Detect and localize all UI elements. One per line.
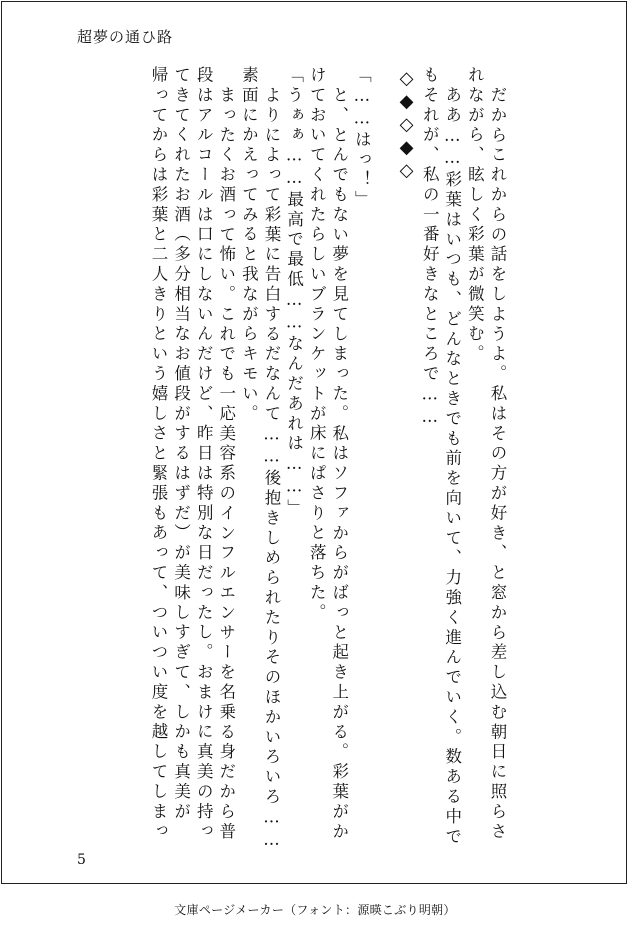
text-column: ああ……彩葉はいつも、どんなときでも前を向いて、力強く進んでいく。数ある中で <box>442 86 462 848</box>
text-column: だからこれからの話をしようよ。私はその方が好き、と窓から差し込む朝日に照らさ <box>488 86 507 843</box>
running-title: 超夢の通ひ路 <box>77 28 174 46</box>
text-column: 「うぁぁ……最高で最低……なんだあれは……」 <box>284 66 304 519</box>
page-number: 5 <box>77 852 86 868</box>
text-column: よりによって彩葉に告白するだなんて……後抱きしめられたりそのほかいろいろ…… <box>262 86 281 853</box>
text-column: てきてくれたお酒（多分相当なお値段がするはずだ）が美味しすぎて、しかも真美が <box>171 66 191 823</box>
text-column: 帰ってからは彩葉と二人きりという嬉しさと緊張もあって、ついつい度を越してしまっ <box>149 66 168 843</box>
text-column: れながら、眩しく彩葉が微笑む。 <box>465 66 485 365</box>
footer-credit: 文庫ページメーカー（フォント：源暎こぶり明朝） <box>174 903 456 917</box>
text-column: と、とんでもない夢を見てしまった。私はソファからがばっと起き上がる。彩葉がか <box>329 86 349 843</box>
text-column: 「……はっ！」 <box>352 66 372 211</box>
text-column: まったくお酒って怖い。これでも一応美容系のインフルエンサーを名乗る身だから普 <box>216 86 236 843</box>
text-column: 素面にかえってみると我ながらキモい。 <box>239 66 259 425</box>
text-column: けておいてくれたらしいブランケットが床にぱさりと落ちた。 <box>307 66 327 624</box>
scene-break-ornament: ◇◆◇◆◇ <box>396 68 417 183</box>
page-frame <box>1 1 627 884</box>
text-column: もそれが、私の一番好きなところで…… <box>420 66 440 430</box>
text-column: 段はアルコールは口にしないんだけど、昨日は特別な日だったし。おまけに真美の持っ <box>194 66 214 843</box>
vertical-body-text <box>74 66 508 856</box>
